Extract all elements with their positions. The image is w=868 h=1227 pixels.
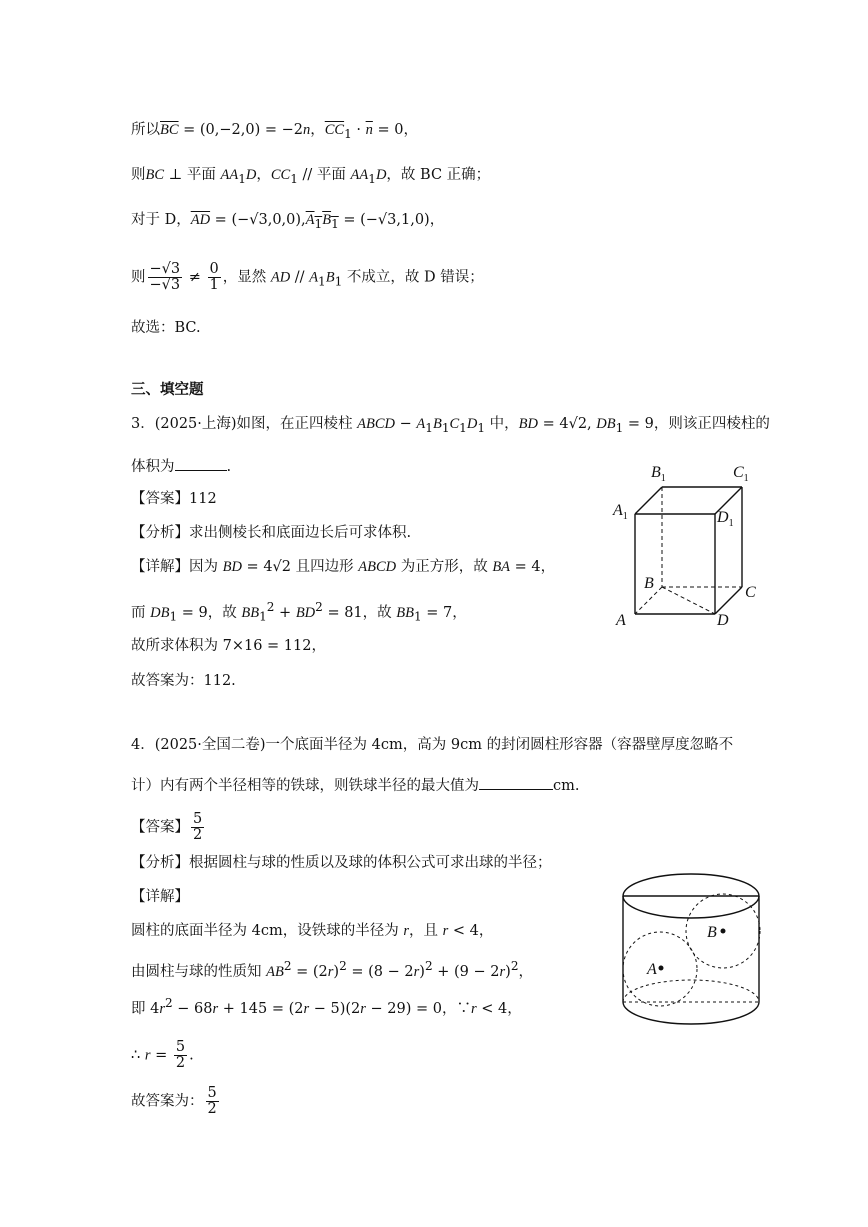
q4-answer: 【答案】 $\frac{5}{2}$ xyxy=(131,811,203,843)
section-title: 三、填空题 xyxy=(131,381,204,398)
s2-line-3: 对于 D，$\overline{AD} = (-√3,0,0),A_1B_1 = (-√3,1,0)$， xyxy=(131,212,445,231)
center-B xyxy=(721,929,726,934)
q3-analysis: 【分析】求出侧棱长和底面边长后可求体积. xyxy=(131,525,412,541)
q4-detail-4: ∴ r = $\frac{5}{2}$ . xyxy=(131,1039,194,1071)
s2-line-1: 所以$\overline{BC} = (0,-2,0) = -2n$，$\overline{CC}_1 \cdot \overline{n} = 0$， xyxy=(131,122,418,141)
answer-blank xyxy=(479,775,553,790)
q3-stem-1: 3．(2025·上海)如图，在正四棱柱 ABCD − $A_1B_1C_1D_1$ 中，BD = 4√2, $DB_1 = 9$，则该正四棱柱的 xyxy=(131,416,770,435)
fraction: $\frac{5}{2}$ xyxy=(175,1039,186,1071)
q3-detail-3: 故所求体积为 7×16 = 112， xyxy=(131,638,326,654)
q4-detail-5: 故答案为： $\frac{5}{2}$ xyxy=(131,1085,217,1117)
label-D: D xyxy=(717,612,729,629)
q3-detail-1: 【详解】因为 BD = 4√2 且四边形 ABCD 为正方形，故 BA = 4， xyxy=(131,559,556,575)
q4-detail-2: 由圆柱与球的性质知 $AB^2 = (2r)^2 = (8 - 2r)^2 + (9 - 2r)^2$， xyxy=(131,959,533,980)
label-A: A xyxy=(616,612,626,629)
answer-blank xyxy=(175,456,227,471)
label-D1: $D_1$ xyxy=(717,509,734,529)
label-C: C xyxy=(745,584,756,601)
fraction: $\frac{-√3}{-√3}$ xyxy=(149,261,181,293)
q4-detail-3: 即 $4r^2 - 68r + 145 = (2r - 5)(2r - 29) = 0$，∵r < 4， xyxy=(131,996,522,1017)
label-C1: $C_1$ xyxy=(733,464,749,484)
s2-line-2: 则BC ⊥ 平面 $AA_1D$，$CC_1$ // 平面 $AA_1D$，故 BC 正确； xyxy=(131,167,491,186)
fraction: $\frac{5}{2}$ xyxy=(193,811,203,843)
label-B: B xyxy=(707,924,717,941)
q4-detail-1: 圆柱的底面半径为 4cm，设铁球的半径为 r，且 r < 4， xyxy=(131,923,494,939)
center-A xyxy=(659,966,664,971)
q4-detail-label: 【详解】 xyxy=(131,889,189,905)
label-B1: $B_1$ xyxy=(651,464,666,484)
cylinder-figure xyxy=(618,868,768,1030)
q3-answer: 【答案】112 xyxy=(131,491,217,507)
label-B: B xyxy=(644,575,654,592)
label-A1: $A_1$ xyxy=(613,502,628,522)
s2-line-4: 则 $\frac{-√3}{-√3}$ ≠ $\frac{0}{1}$ ，显然 AD // $A_1B_1$ 不成立，故 D 错误； xyxy=(131,261,484,293)
q4-stem-2: 计）内有两个半径相等的铁球，则铁球半径的最大值为 cm. xyxy=(131,775,579,796)
fraction: $\frac{0}{1}$ xyxy=(209,261,219,293)
prism-figure xyxy=(606,458,776,633)
fraction: $\frac{5}{2}$ xyxy=(207,1085,217,1117)
s2-line-5: 故选：BC. xyxy=(131,320,201,336)
label-A: A xyxy=(647,961,657,978)
q3-stem-2: 体积为 . xyxy=(131,456,231,477)
q4-analysis: 【分析】根据圆柱与球的性质以及球的体积公式可求出球的半径； xyxy=(131,855,552,871)
q4-stem-1: 4．(2025·全国二卷)一个底面半径为 4cm，高为 9cm 的封闭圆柱形容器（容器壁厚度忽略不 xyxy=(131,737,734,753)
q3-detail-2: 而 $DB_1 = 9$，故 $BB_1^2 + BD^2 = 81$，故 $BB_1 = 7$， xyxy=(131,600,467,624)
q3-detail-4: 故答案为：112. xyxy=(131,673,236,689)
